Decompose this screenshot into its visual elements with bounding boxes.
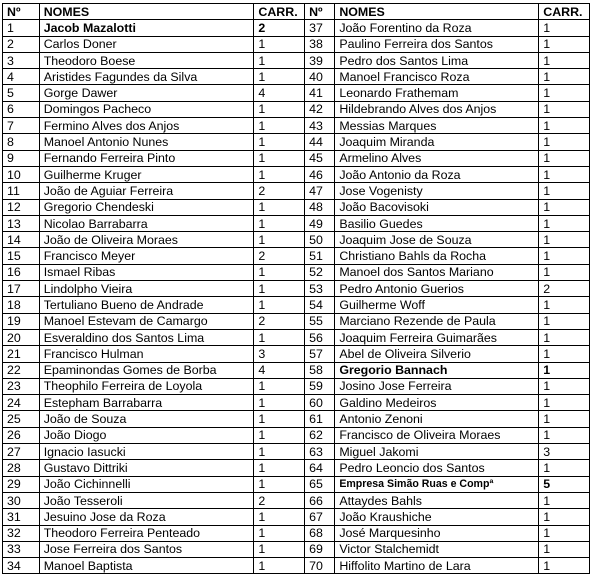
table-row: [3, 427, 590, 443]
table-row: [3, 346, 590, 362]
row-carr-left: 1: [254, 460, 305, 476]
table-row: [3, 150, 590, 166]
row-number-left: 33: [3, 541, 40, 557]
row-number-right: 38: [305, 36, 335, 52]
row-number-left: 10: [3, 166, 40, 182]
row-number-left: 9: [3, 150, 40, 166]
row-name-left: Epaminondas Gomes de Borba: [39, 362, 254, 378]
table-row: [3, 313, 590, 329]
table-row: [3, 378, 590, 394]
row-carr-right: 1: [539, 378, 590, 394]
row-name-left: Guilherme Kruger: [39, 166, 254, 182]
row-number-right: 50: [305, 232, 335, 248]
table-row: [3, 362, 590, 378]
header-num-right: Nº: [305, 4, 335, 20]
row-carr-right: 1: [539, 541, 590, 557]
row-name-right: Hiffolito Martino de Lara: [335, 558, 539, 574]
row-name-right: Armelino Alves: [335, 150, 539, 166]
row-carr-left: 2: [254, 492, 305, 508]
row-name-left: João Diogo: [39, 427, 254, 443]
row-number-left: 5: [3, 85, 40, 101]
row-number-right: 62: [305, 427, 335, 443]
row-carr-right: 1: [539, 36, 590, 52]
row-number-left: 24: [3, 395, 40, 411]
header-names-right: NOMES: [335, 4, 539, 20]
table-row: [3, 199, 590, 215]
table-row: [3, 281, 590, 297]
row-number-left: 2: [3, 36, 40, 52]
row-number-left: 32: [3, 525, 40, 541]
row-carr-right: 1: [539, 166, 590, 182]
row-carr-left: 1: [254, 69, 305, 85]
row-name-right: Pedro Antonio Guerios: [335, 281, 539, 297]
row-number-left: 26: [3, 427, 40, 443]
row-name-right: João Bacovisoki: [335, 199, 539, 215]
row-number-right: 39: [305, 52, 335, 68]
row-name-right: Christiano Bahls da Rocha: [335, 248, 539, 264]
row-number-left: 29: [3, 476, 40, 492]
table-row: [3, 395, 590, 411]
row-carr-right: 1: [539, 264, 590, 280]
row-carr-left: 4: [254, 85, 305, 101]
row-name-left: Theodoro Ferreira Penteado: [39, 525, 254, 541]
row-name-right: Marciano Rezende de Paula: [335, 313, 539, 329]
row-number-right: 44: [305, 134, 335, 150]
row-carr-right: 1: [539, 150, 590, 166]
row-carr-left: 1: [254, 329, 305, 345]
row-number-right: 43: [305, 118, 335, 134]
row-name-left: Francisco Hulman: [39, 346, 254, 362]
row-carr-left: 1: [254, 558, 305, 574]
row-name-left: Manoel Baptista: [39, 558, 254, 574]
row-carr-right: 1: [539, 183, 590, 199]
row-carr-right: 1: [539, 362, 590, 378]
row-name-left: Estepham Barrabarra: [39, 395, 254, 411]
row-name-left: Ignacio Iasucki: [39, 444, 254, 460]
row-carr-left: 1: [254, 427, 305, 443]
row-carr-left: 1: [254, 52, 305, 68]
row-number-right: 40: [305, 69, 335, 85]
row-name-right: Miguel Jakomi: [335, 444, 539, 460]
row-number-right: 65: [305, 476, 335, 492]
row-name-left: Theodoro Boese: [39, 52, 254, 68]
row-name-left: Jose Ferreira dos Santos: [39, 541, 254, 557]
row-number-left: 21: [3, 346, 40, 362]
row-name-left: Jesuino Jose da Roza: [39, 509, 254, 525]
table-row: [3, 183, 590, 199]
register-table: [2, 3, 590, 574]
row-number-right: 58: [305, 362, 335, 378]
row-name-left: Gorge Dawer: [39, 85, 254, 101]
row-carr-left: 1: [254, 166, 305, 182]
table-row: [3, 558, 590, 574]
row-number-left: 1: [3, 20, 40, 36]
row-carr-right: 1: [539, 509, 590, 525]
table-row: [3, 411, 590, 427]
row-name-left: Theophilo Ferreira de Loyola: [39, 378, 254, 394]
row-name-left: Fernando Ferreira Pinto: [39, 150, 254, 166]
row-carr-left: 3: [254, 346, 305, 362]
row-carr-left: 1: [254, 264, 305, 280]
row-name-right: Basilio Guedes: [335, 215, 539, 231]
row-carr-left: 1: [254, 395, 305, 411]
row-name-right: Manoel dos Santos Mariano: [335, 264, 539, 280]
header-num-left: Nº: [3, 4, 40, 20]
row-number-left: 7: [3, 118, 40, 134]
table-row: [3, 101, 590, 117]
table-row: [3, 492, 590, 508]
row-carr-right: 1: [539, 134, 590, 150]
row-number-left: 6: [3, 101, 40, 117]
row-name-right: Leonardo Frathemam: [335, 85, 539, 101]
table-row: [3, 444, 590, 460]
row-name-right: Empresa Simão Ruas e Compª: [335, 476, 539, 492]
row-number-left: 18: [3, 297, 40, 313]
row-carr-right: 1: [539, 215, 590, 231]
row-number-right: 55: [305, 313, 335, 329]
row-number-right: 42: [305, 101, 335, 117]
row-number-right: 61: [305, 411, 335, 427]
row-carr-right: 1: [539, 69, 590, 85]
table-row: [3, 460, 590, 476]
row-carr-right: 1: [539, 411, 590, 427]
row-name-right: Pedro Leoncio dos Santos: [335, 460, 539, 476]
row-number-right: 57: [305, 346, 335, 362]
row-name-left: Nicolao Barrabarra: [39, 215, 254, 231]
row-carr-right: 1: [539, 313, 590, 329]
row-number-left: 8: [3, 134, 40, 150]
row-name-left: Ismael Ribas: [39, 264, 254, 280]
row-carr-left: 1: [254, 444, 305, 460]
table-row: [3, 166, 590, 182]
register-body: [3, 20, 590, 574]
row-carr-right: 1: [539, 118, 590, 134]
row-carr-left: 1: [254, 411, 305, 427]
row-carr-left: 1: [254, 297, 305, 313]
row-name-left: João de Souza: [39, 411, 254, 427]
row-carr-left: 1: [254, 281, 305, 297]
table-row: [3, 476, 590, 492]
row-carr-left: 1: [254, 101, 305, 117]
row-number-right: 47: [305, 183, 335, 199]
row-number-left: 11: [3, 183, 40, 199]
row-name-right: Messias Marques: [335, 118, 539, 134]
row-name-right: Manoel Francisco Roza: [335, 69, 539, 85]
row-name-left: João de Aguiar Ferreira: [39, 183, 254, 199]
row-carr-left: 2: [254, 248, 305, 264]
row-name-right: Pedro dos Santos Lima: [335, 52, 539, 68]
row-number-left: 15: [3, 248, 40, 264]
row-name-left: Domingos Pacheco: [39, 101, 254, 117]
row-carr-right: 1: [539, 85, 590, 101]
row-name-left: Aristides Fagundes da Silva: [39, 69, 254, 85]
row-number-right: 60: [305, 395, 335, 411]
table-row: [3, 264, 590, 280]
row-carr-right: 1: [539, 346, 590, 362]
row-name-right: Attaydes Bahls: [335, 492, 539, 508]
row-number-right: 59: [305, 378, 335, 394]
row-carr-right: 1: [539, 199, 590, 215]
row-carr-right: 1: [539, 248, 590, 264]
row-carr-right: 1: [539, 52, 590, 68]
row-number-left: 23: [3, 378, 40, 394]
row-name-right: Galdino Medeiros: [335, 395, 539, 411]
table-row: [3, 69, 590, 85]
table-row: [3, 134, 590, 150]
table-row: [3, 20, 590, 36]
row-number-right: 46: [305, 166, 335, 182]
row-number-left: 34: [3, 558, 40, 574]
row-number-left: 30: [3, 492, 40, 508]
row-name-right: Paulino Ferreira dos Santos: [335, 36, 539, 52]
row-carr-left: 1: [254, 134, 305, 150]
row-carr-left: 1: [254, 215, 305, 231]
row-number-left: 12: [3, 199, 40, 215]
row-name-left: Lindolpho Vieira: [39, 281, 254, 297]
row-number-left: 16: [3, 264, 40, 280]
row-number-left: 31: [3, 509, 40, 525]
table-row: [3, 85, 590, 101]
header-carr-right: CARR.: [539, 4, 590, 20]
table-row: [3, 36, 590, 52]
row-carr-left: 1: [254, 541, 305, 557]
row-carr-right: 2: [539, 281, 590, 297]
row-carr-left: 1: [254, 150, 305, 166]
row-number-right: 54: [305, 297, 335, 313]
row-number-right: 63: [305, 444, 335, 460]
row-number-left: 20: [3, 329, 40, 345]
row-name-left: João Tesseroli: [39, 492, 254, 508]
row-name-right: Gregorio Bannach: [335, 362, 539, 378]
row-name-left: Manoel Estevam de Camargo: [39, 313, 254, 329]
table-row: [3, 52, 590, 68]
row-number-left: 22: [3, 362, 40, 378]
row-number-left: 4: [3, 69, 40, 85]
row-name-right: José Marquesinho: [335, 525, 539, 541]
row-number-left: 3: [3, 52, 40, 68]
header-carr-left: CARR.: [254, 4, 305, 20]
table-row: [3, 525, 590, 541]
row-name-right: Guilherme Woff: [335, 297, 539, 313]
row-name-right: Victor Stalchemidt: [335, 541, 539, 557]
row-carr-right: 1: [539, 427, 590, 443]
row-number-right: 37: [305, 20, 335, 36]
row-name-right: Joaquim Ferreira Guimarães: [335, 329, 539, 345]
row-carr-right: 1: [539, 297, 590, 313]
row-carr-left: 1: [254, 509, 305, 525]
row-carr-right: 1: [539, 395, 590, 411]
row-number-right: 68: [305, 525, 335, 541]
row-carr-left: 4: [254, 362, 305, 378]
row-carr-right: 1: [539, 20, 590, 36]
row-carr-right: 5: [539, 476, 590, 492]
row-carr-left: 1: [254, 36, 305, 52]
row-number-left: 13: [3, 215, 40, 231]
row-name-left: Gustavo Dittriki: [39, 460, 254, 476]
row-name-right: Francisco de Oliveira Moraes: [335, 427, 539, 443]
row-name-right: Josino Jose Ferreira: [335, 378, 539, 394]
row-carr-left: 1: [254, 476, 305, 492]
row-carr-left: 1: [254, 232, 305, 248]
table-row: [3, 248, 590, 264]
row-carr-right: 1: [539, 232, 590, 248]
row-name-left: Manoel Antonio Nunes: [39, 134, 254, 150]
row-number-left: 19: [3, 313, 40, 329]
row-carr-left: 1: [254, 199, 305, 215]
row-carr-left: 1: [254, 525, 305, 541]
row-name-right: Jose Vogenisty: [335, 183, 539, 199]
row-number-left: 14: [3, 232, 40, 248]
row-carr-right: 1: [539, 492, 590, 508]
row-name-right: Hildebrando Alves dos Anjos: [335, 101, 539, 117]
row-name-left: Tertuliano Bueno de Andrade: [39, 297, 254, 313]
row-number-right: 53: [305, 281, 335, 297]
table-row: [3, 509, 590, 525]
header-row: [3, 4, 590, 20]
row-name-left: Gregorio Chendeski: [39, 199, 254, 215]
row-carr-right: 1: [539, 460, 590, 476]
row-number-right: 64: [305, 460, 335, 476]
row-carr-left: 2: [254, 313, 305, 329]
row-name-left: Esveraldino dos Santos Lima: [39, 329, 254, 345]
row-carr-right: 3: [539, 444, 590, 460]
row-name-left: Fermino Alves dos Anjos: [39, 118, 254, 134]
row-carr-right: 1: [539, 329, 590, 345]
row-name-left: João Cichinnelli: [39, 476, 254, 492]
row-name-right: João Antonio da Roza: [335, 166, 539, 182]
row-number-right: 52: [305, 264, 335, 280]
row-carr-left: 2: [254, 20, 305, 36]
row-number-left: 17: [3, 281, 40, 297]
row-name-right: João Forentino da Roza: [335, 20, 539, 36]
row-number-left: 25: [3, 411, 40, 427]
row-carr-left: 2: [254, 183, 305, 199]
row-name-left: Jacob Mazalotti: [39, 20, 254, 36]
table-row: [3, 541, 590, 557]
row-carr-left: 1: [254, 118, 305, 134]
row-number-left: 28: [3, 460, 40, 476]
header-names-left: NOMES: [39, 4, 254, 20]
row-number-right: 49: [305, 215, 335, 231]
row-number-right: 51: [305, 248, 335, 264]
row-name-left: Carlos Doner: [39, 36, 254, 52]
row-name-right: Joaquim Miranda: [335, 134, 539, 150]
row-carr-right: 1: [539, 525, 590, 541]
table-row: [3, 118, 590, 134]
row-number-right: 69: [305, 541, 335, 557]
row-name-right: João Kraushiche: [335, 509, 539, 525]
row-name-left: Francisco Meyer: [39, 248, 254, 264]
row-name-left: João de Oliveira Moraes: [39, 232, 254, 248]
row-carr-left: 1: [254, 378, 305, 394]
row-number-right: 70: [305, 558, 335, 574]
row-name-right: Joaquim Jose de Souza: [335, 232, 539, 248]
table-row: [3, 329, 590, 345]
row-carr-right: 1: [539, 558, 590, 574]
row-carr-right: 1: [539, 101, 590, 117]
table-row: [3, 232, 590, 248]
table-row: [3, 297, 590, 313]
row-number-right: 67: [305, 509, 335, 525]
row-name-right: Antonio Zenoni: [335, 411, 539, 427]
row-number-right: 66: [305, 492, 335, 508]
row-name-right: Abel de Oliveira Silverio: [335, 346, 539, 362]
row-number-right: 41: [305, 85, 335, 101]
row-number-right: 56: [305, 329, 335, 345]
row-number-right: 45: [305, 150, 335, 166]
row-number-right: 48: [305, 199, 335, 215]
row-number-left: 27: [3, 444, 40, 460]
table-row: [3, 215, 590, 231]
